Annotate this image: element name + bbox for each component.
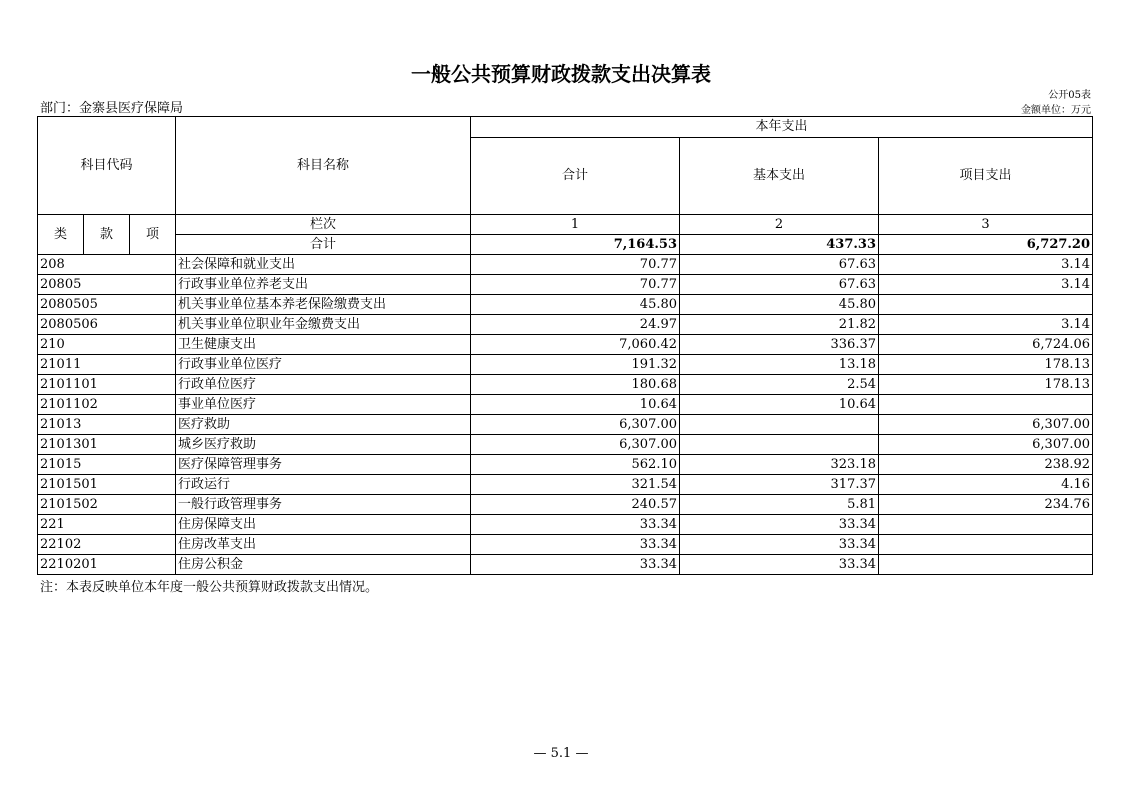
table-row [38, 435, 1093, 455]
row-code: 2210201 [38, 555, 176, 575]
row-basic [680, 415, 879, 435]
row-total: 6,307.00 [471, 415, 680, 435]
header-col3: 3 [879, 215, 1093, 235]
row-project: 6,307.00 [879, 435, 1093, 455]
row-basic: 33.34 [680, 555, 879, 575]
row-name: 住房保障支出 [176, 515, 471, 535]
total-row-project: 6,727.20 [879, 235, 1093, 255]
row-project: 234.76 [879, 495, 1093, 515]
row-name: 机关事业单位职业年金缴费支出 [176, 315, 471, 335]
row-code: 22102 [38, 535, 176, 555]
row-name: 医疗保障管理事务 [176, 455, 471, 475]
page-number: — 5.1 — [533, 746, 589, 761]
row-total: 180.68 [471, 375, 680, 395]
table-row [38, 355, 1093, 375]
table-row [38, 535, 1093, 555]
row-basic: 67.63 [680, 255, 879, 275]
row-name: 机关事业单位基本养老保险缴费支出 [176, 295, 471, 315]
table-row [38, 375, 1093, 395]
row-total: 70.77 [471, 255, 680, 275]
table-row [38, 275, 1093, 295]
header-current-year: 本年支出 [471, 117, 1093, 138]
row-basic: 45.80 [680, 295, 879, 315]
row-total: 70.77 [471, 275, 680, 295]
row-code: 20805 [38, 275, 176, 295]
table-row [38, 555, 1093, 575]
row-name: 行政单位医疗 [176, 375, 471, 395]
total-row-basic: 437.33 [680, 235, 879, 255]
row-basic: 33.34 [680, 535, 879, 555]
row-name: 住房改革支出 [176, 535, 471, 555]
table-row [38, 315, 1093, 335]
row-basic: 336.37 [680, 335, 879, 355]
row-project: 4.16 [879, 475, 1093, 495]
row-code: 2101101 [38, 375, 176, 395]
header-col1: 1 [471, 215, 680, 235]
row-total: 191.32 [471, 355, 680, 375]
header-col2: 2 [680, 215, 879, 235]
page-title: 一般公共预算财政拨款支出决算表 [411, 62, 711, 86]
row-name: 行政运行 [176, 475, 471, 495]
row-name: 行政事业单位养老支出 [176, 275, 471, 295]
row-basic: 67.63 [680, 275, 879, 295]
row-project: 6,724.06 [879, 335, 1093, 355]
row-name: 住房公积金 [176, 555, 471, 575]
row-code: 210 [38, 335, 176, 355]
row-basic: 2.54 [680, 375, 879, 395]
table-row [38, 255, 1093, 275]
row-project [879, 395, 1093, 415]
row-total: 33.34 [471, 555, 680, 575]
header-code: 科目代码 [38, 117, 176, 215]
row-project: 178.13 [879, 375, 1093, 395]
row-project: 238.92 [879, 455, 1093, 475]
header-project: 项目支出 [879, 138, 1093, 215]
row-name: 医疗救助 [176, 415, 471, 435]
row-code: 21015 [38, 455, 176, 475]
row-project [879, 515, 1093, 535]
table-row [38, 475, 1093, 495]
row-name: 卫生健康支出 [176, 335, 471, 355]
row-code: 21011 [38, 355, 176, 375]
row-code: 208 [38, 255, 176, 275]
row-project [879, 535, 1093, 555]
row-total: 33.34 [471, 535, 680, 555]
row-project: 3.14 [879, 275, 1093, 295]
header-column-label: 栏次 [176, 215, 471, 235]
header-xiang: 项 [130, 215, 176, 255]
row-total: 24.97 [471, 315, 680, 335]
row-code: 2101501 [38, 475, 176, 495]
header-name: 科目名称 [176, 117, 471, 215]
row-name: 城乡医疗救助 [176, 435, 471, 455]
row-code: 2080506 [38, 315, 176, 335]
total-row-total: 7,164.53 [471, 235, 680, 255]
row-basic: 5.81 [680, 495, 879, 515]
row-project: 178.13 [879, 355, 1093, 375]
row-basic: 33.34 [680, 515, 879, 535]
row-project [879, 555, 1093, 575]
table-row [38, 335, 1093, 355]
row-code: 21013 [38, 415, 176, 435]
form-number: 公开05表 [1048, 90, 1091, 101]
row-code: 221 [38, 515, 176, 535]
amount-unit-label: 金额单位：万元 [1021, 105, 1091, 116]
row-name: 一般行政管理事务 [176, 495, 471, 515]
table-row [38, 515, 1093, 535]
row-total: 562.10 [471, 455, 680, 475]
footnote: 注：本表反映单位本年度一般公共预算财政拨款支出情况。 [40, 580, 379, 595]
row-total: 6,307.00 [471, 435, 680, 455]
department-label: 部门：金寨县医疗保障局 [40, 101, 184, 116]
row-project [879, 295, 1093, 315]
table-row [38, 395, 1093, 415]
table-row [38, 415, 1093, 435]
expenditure-table [37, 116, 1093, 575]
header-lei: 类 [38, 215, 84, 255]
row-basic: 21.82 [680, 315, 879, 335]
header-kuan: 款 [84, 215, 130, 255]
row-code: 2101301 [38, 435, 176, 455]
table-row [38, 295, 1093, 315]
row-total: 321.54 [471, 475, 680, 495]
row-basic [680, 435, 879, 455]
row-total: 240.57 [471, 495, 680, 515]
row-code: 2101102 [38, 395, 176, 415]
row-basic: 13.18 [680, 355, 879, 375]
row-code: 2101502 [38, 495, 176, 515]
row-total: 10.64 [471, 395, 680, 415]
row-name: 事业单位医疗 [176, 395, 471, 415]
row-total: 7,060.42 [471, 335, 680, 355]
row-basic: 317.37 [680, 475, 879, 495]
table-row [38, 495, 1093, 515]
row-code: 2080505 [38, 295, 176, 315]
row-basic: 323.18 [680, 455, 879, 475]
row-basic: 10.64 [680, 395, 879, 415]
row-project: 3.14 [879, 255, 1093, 275]
row-total: 45.80 [471, 295, 680, 315]
row-project: 6,307.00 [879, 415, 1093, 435]
header-basic: 基本支出 [680, 138, 879, 215]
row-project: 3.14 [879, 315, 1093, 335]
total-row-label: 合计 [176, 235, 471, 255]
row-total: 33.34 [471, 515, 680, 535]
row-name: 行政事业单位医疗 [176, 355, 471, 375]
header-total: 合计 [471, 138, 680, 215]
table-row [38, 455, 1093, 475]
row-name: 社会保障和就业支出 [176, 255, 471, 275]
